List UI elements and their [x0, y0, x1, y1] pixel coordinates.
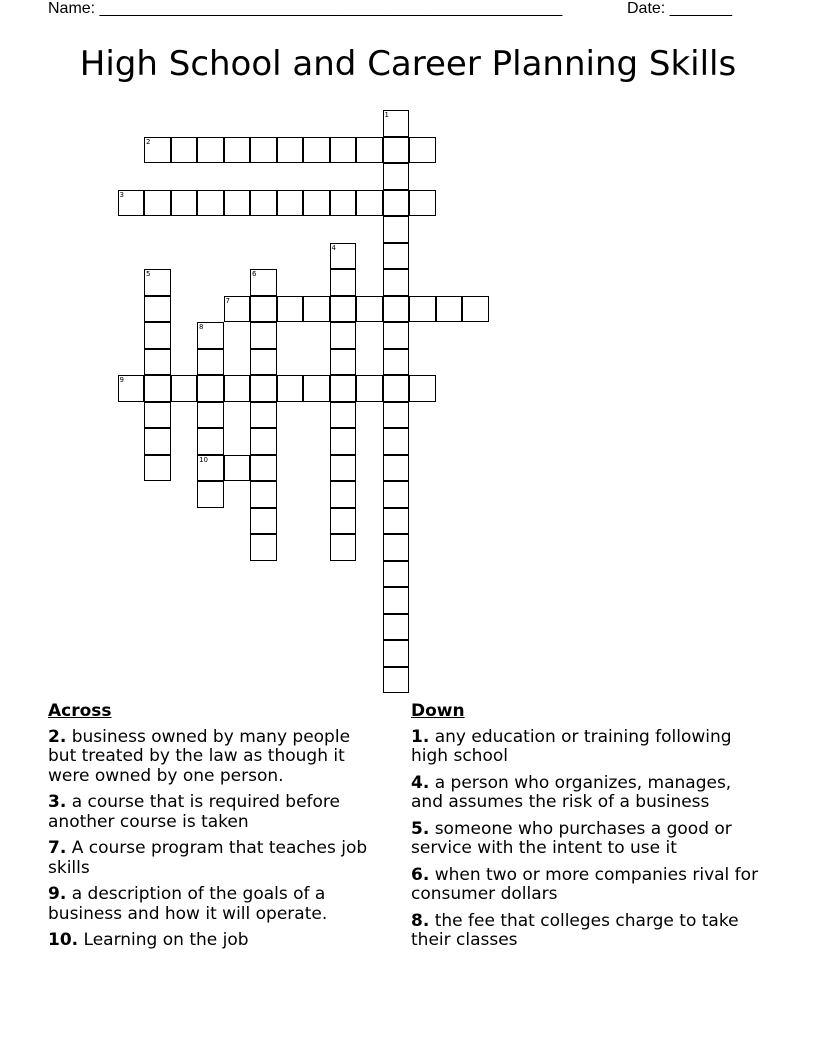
grid-cell[interactable]	[250, 375, 277, 402]
grid-cell[interactable]	[330, 190, 357, 217]
grid-cell[interactable]	[197, 455, 224, 482]
clue-across-7: 7. A course program that teaches job skills	[48, 838, 368, 878]
grid-cell[interactable]	[197, 402, 224, 429]
grid-cell[interactable]	[383, 640, 410, 667]
grid-cell[interactable]	[250, 508, 277, 535]
down-clues	[411, 702, 761, 958]
date-field[interactable]: Date: _______	[627, 0, 732, 17]
clue-number: 5	[146, 270, 151, 278]
grid-cell[interactable]	[197, 428, 224, 455]
grid-cell[interactable]	[303, 296, 330, 323]
grid-cell[interactable]	[383, 508, 410, 535]
grid-cell[interactable]	[330, 137, 357, 164]
grid-cell[interactable]	[383, 110, 410, 137]
clue-down-1: 1. any education or training following high school	[411, 726, 732, 766]
grid-cell[interactable]	[330, 296, 357, 323]
clue-number: 4	[331, 243, 336, 252]
grid-cell[interactable]	[383, 375, 410, 402]
grid-cell[interactable]	[303, 190, 330, 217]
grid-cell[interactable]	[356, 190, 383, 217]
grid-cell[interactable]	[330, 349, 357, 376]
grid-cell[interactable]	[383, 428, 410, 455]
grid-cell[interactable]	[356, 375, 383, 402]
grid-cell[interactable]	[224, 455, 251, 482]
page-title: High School and Career Planning Skills	[79, 44, 737, 84]
name-field[interactable]: Name: ____________________________________________________	[48, 0, 563, 17]
grid-cell[interactable]	[330, 243, 357, 270]
grid-cell[interactable]	[383, 190, 410, 217]
grid-cell[interactable]	[118, 375, 145, 402]
clue-down-4: 4. a person who organizes, manages, and assumes the risk of a business	[411, 772, 732, 812]
grid-cell[interactable]	[303, 137, 330, 164]
grid-cell[interactable]	[250, 428, 277, 455]
grid-cell[interactable]	[330, 534, 357, 561]
grid-cell[interactable]	[144, 455, 171, 482]
grid-cell[interactable]	[383, 137, 410, 164]
clue-across-10: 10. Learning on the job	[48, 930, 249, 950]
grid-cell[interactable]	[144, 137, 171, 164]
grid-cell[interactable]	[409, 137, 436, 164]
grid-cell[interactable]	[383, 614, 410, 641]
grid-cell[interactable]	[197, 190, 224, 217]
grid-cell[interactable]	[330, 481, 357, 508]
grid-cell[interactable]	[409, 375, 436, 402]
grid-cell[interactable]	[250, 455, 277, 482]
grid-cell[interactable]	[383, 534, 410, 561]
across-heading: Across	[48, 701, 112, 721]
grid-cell[interactable]	[171, 137, 198, 164]
clue-number: 3	[119, 190, 124, 199]
grid-cell[interactable]	[409, 296, 436, 323]
clue-across-3: 3. a course that is required before another course is taken	[48, 792, 341, 832]
clue-number: 9	[119, 376, 124, 384]
clue-across-2: 2. business owned by many people but treated by the law as though it were owned by one person.	[48, 726, 351, 786]
grid-cell[interactable]	[144, 322, 171, 349]
grid-cell[interactable]	[197, 322, 224, 349]
grid-cell[interactable]	[383, 587, 410, 614]
grid-cell[interactable]	[383, 243, 410, 270]
grid-cell[interactable]	[303, 375, 330, 402]
grid-cell[interactable]	[224, 190, 251, 217]
grid-cell[interactable]	[197, 375, 224, 402]
clue-down-6: 6. when two or more companies rival for consumer dollars	[411, 864, 759, 904]
grid-cell[interactable]	[250, 137, 277, 164]
grid-cell[interactable]	[330, 428, 357, 455]
grid-cell[interactable]	[383, 455, 410, 482]
grid-cell[interactable]	[250, 296, 277, 323]
grid-cell[interactable]	[250, 402, 277, 429]
clue-number: 2	[146, 137, 151, 146]
grid-cell[interactable]	[330, 508, 357, 535]
grid-cell[interactable]	[383, 561, 410, 588]
grid-cell[interactable]	[462, 296, 489, 323]
grid-cell[interactable]	[330, 402, 357, 429]
grid-cell[interactable]	[277, 137, 304, 164]
grid-cell[interactable]	[250, 269, 277, 296]
across-clues	[48, 702, 378, 958]
grid-cell[interactable]	[383, 296, 410, 323]
grid-cell[interactable]	[144, 375, 171, 402]
grid-cell[interactable]	[383, 269, 410, 296]
grid-cell[interactable]	[383, 402, 410, 429]
clue-number: 6	[252, 270, 257, 278]
down-heading: Down	[411, 701, 465, 721]
grid-cell[interactable]	[144, 428, 171, 455]
grid-cell[interactable]	[224, 137, 251, 164]
grid-cell[interactable]	[224, 375, 251, 402]
grid-cell[interactable]	[118, 190, 145, 217]
grid-cell[interactable]	[383, 163, 410, 190]
grid-cell[interactable]	[330, 455, 357, 482]
grid-cell[interactable]	[197, 137, 224, 164]
grid-cell[interactable]	[144, 190, 171, 217]
grid-cell[interactable]	[197, 349, 224, 376]
clue-down-8: 8. the fee that colleges charge to take their classes	[411, 910, 739, 950]
grid-cell[interactable]	[383, 322, 410, 349]
grid-cell[interactable]	[171, 190, 198, 217]
grid-cell[interactable]	[250, 534, 277, 561]
grid-cell[interactable]	[144, 269, 171, 296]
grid-cell[interactable]	[250, 190, 277, 217]
grid-cell[interactable]	[409, 190, 436, 217]
clue-number: 1	[384, 111, 389, 119]
grid-cell[interactable]	[250, 349, 277, 376]
grid-cell[interactable]	[277, 375, 304, 402]
grid-cell[interactable]	[356, 137, 383, 164]
clue-across-9: 9. a description of the goals of a business and how it will operate.	[48, 884, 328, 924]
grid-cell[interactable]	[171, 375, 198, 402]
grid-cell[interactable]	[383, 667, 410, 694]
grid-cell[interactable]	[330, 269, 357, 296]
grid-cell[interactable]	[144, 349, 171, 376]
grid-cell[interactable]	[277, 190, 304, 217]
grid-cell[interactable]	[144, 296, 171, 323]
grid-cell[interactable]	[383, 216, 410, 243]
grid-cell[interactable]	[277, 296, 304, 323]
grid-cell[interactable]	[383, 349, 410, 376]
grid-cell[interactable]	[436, 296, 463, 323]
clue-number: 10	[199, 455, 208, 464]
clue-down-5: 5. someone who purchases a good or service with the intent to use it	[411, 818, 732, 858]
grid-cell[interactable]	[383, 481, 410, 508]
grid-cell[interactable]	[250, 322, 277, 349]
grid-cell[interactable]	[330, 375, 357, 402]
grid-cell[interactable]	[224, 296, 251, 323]
grid-cell[interactable]	[144, 402, 171, 429]
grid-cell[interactable]	[250, 481, 277, 508]
grid-cell[interactable]	[330, 322, 357, 349]
grid-cell[interactable]	[356, 296, 383, 323]
clue-number: 7	[225, 296, 230, 305]
grid-cell[interactable]	[197, 481, 224, 508]
clue-number: 8	[199, 323, 204, 331]
